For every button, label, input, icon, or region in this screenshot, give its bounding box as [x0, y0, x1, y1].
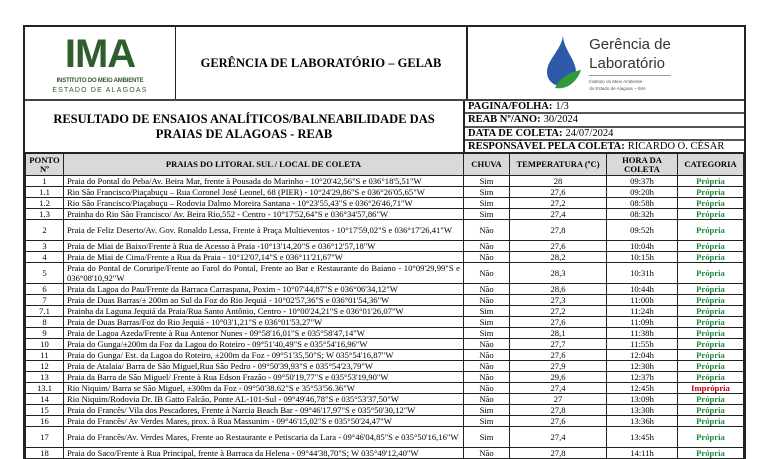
table-row: [26, 394, 744, 405]
temperatura-cell: 28,1: [510, 328, 607, 339]
gelab-logo-line1: Gerência de: [589, 35, 671, 53]
ponto-cell: 11: [26, 350, 64, 361]
table-row: [26, 372, 744, 383]
categoria-cell: Própria: [678, 306, 744, 317]
ponto-cell: 3: [26, 241, 64, 252]
table-row: [26, 448, 744, 459]
table-row: [26, 350, 744, 361]
hora-cell: 12:37h: [607, 372, 678, 383]
hora-cell: 09:37h: [607, 176, 678, 187]
ima-logo-line1: INSTITUTO DO MEIO AMBIENTE: [56, 77, 144, 84]
column-header: CHUVA: [464, 154, 510, 176]
chuva-cell: Não: [464, 241, 510, 252]
categoria-cell: Própria: [678, 317, 744, 328]
report-info: [465, 101, 744, 152]
hora-cell: 10:31h: [607, 263, 678, 284]
table-row: [26, 176, 744, 187]
chuva-cell: Não: [464, 295, 510, 306]
table-row: [26, 295, 744, 306]
info-line: [465, 114, 744, 127]
temperatura-cell: 27,4: [510, 427, 607, 448]
lab-title: GERÊNCIA DE LABORATÓRIO – GELAB: [176, 27, 468, 99]
ponto-cell: 13: [26, 372, 64, 383]
local-cell: Praia do Francês/ Av Verdes Mares, prox. à Rua Massunim - 09°46'15,02"S e 035°50'24,47"W: [64, 416, 464, 427]
local-cell: Praia de Atalaia/ Barra de São Miguel,Rua São Pedro - 09°50'39,93"S e 035°54'23,79"W: [64, 361, 464, 372]
local-cell: Praia do Saco/Frente à Rua Principal, frente à Barraca da Helena - 09°44'38,70"S; W 035°49'12,40"W: [64, 448, 464, 459]
hora-cell: 10:15h: [607, 252, 678, 263]
ponto-cell: 18: [26, 448, 64, 459]
local-cell: Praia do Pontal do Peba/Av. Beira Mar, frente à Pousada do Marinho - 10°20'42,56"S e 036°18'5,51"W: [64, 176, 464, 187]
column-header: PONTO Nº: [26, 154, 64, 176]
report-header: [25, 27, 744, 101]
local-cell: Praia do Gunga/ Est. da Lagoa do Roteiro, ±200m da Foz - 09°51'35,50"S; W 035°54'16,87"W: [64, 350, 464, 361]
local-cell: Praia de Duas Barras/Foz do Rio Jequiá - 10°03'1,21"S e 036°01'53,27"W: [64, 317, 464, 328]
table-header-row: [26, 154, 744, 176]
categoria-cell: Própria: [678, 209, 744, 220]
categoria-cell: Própria: [678, 416, 744, 427]
table-row: [26, 252, 744, 263]
chuva-cell: Sim: [464, 198, 510, 209]
local-cell: Prainha da Laguna Jequiá da Praia/Rua Santo Antônio, Centro - 10°00'24,21"S e 036°01'26,07"W: [64, 306, 464, 317]
local-cell: Praia de Miai de Baixo/Frente à Rua de Acesso à Praia -10°13'14,20"S e 036°12'57,18"W: [64, 241, 464, 252]
categoria-cell: Própria: [678, 427, 744, 448]
ponto-cell: 7.1: [26, 306, 64, 317]
hora-cell: 08:32h: [607, 209, 678, 220]
temperatura-cell: 27,7: [510, 339, 607, 350]
local-cell: Praia do Francês/ Vila dos Pescadores, Frente à Narcia Beach Bar - 09°46'17,97"S e 035°50'30,12"W: [64, 405, 464, 416]
ponto-cell: 13.1: [26, 383, 64, 394]
local-cell: Prainha do Rio São Francisco/ Av. Beira Rio,552 - Centro - 10°17'52,64"S e 036°34'57,86"W: [64, 209, 464, 220]
categoria-cell: Própria: [678, 284, 744, 295]
temperatura-cell: 27,6: [510, 317, 607, 328]
ponto-cell: 1.2: [26, 198, 64, 209]
temperatura-cell: 27,6: [510, 187, 607, 198]
temperatura-cell: 28,2: [510, 252, 607, 263]
report-title: RESULTADO DE ENSAIOS ANALÍTICOS/BALNEABILIDADE DAS PRAIAS DE ALAGOAS - REAB: [25, 101, 465, 152]
categoria-cell: Própria: [678, 448, 744, 459]
local-cell: Praia de Feliz Deserto/Av. Gov. Ronaldo Lessa, Frente à Praça Multieventos - 10°17'59,02"S e 036°17'26,41"W: [64, 220, 464, 241]
chuva-cell: Sim: [464, 176, 510, 187]
temperatura-cell: 27,6: [510, 241, 607, 252]
info-value: 30/2024: [543, 114, 579, 126]
temperatura-cell: 27,6: [510, 350, 607, 361]
table-row: [26, 383, 744, 394]
table-row: [26, 405, 744, 416]
hora-cell: 09:20h: [607, 187, 678, 198]
local-cell: Praia do Pontal de Coruripe/Frente ao Farol do Pontal, Frente ao Bar e Restaurante do Baiano - 10°09'29,99"S e 036°08'10,92"W: [64, 263, 464, 284]
report-document: [23, 25, 746, 459]
ponto-cell: 9: [26, 328, 64, 339]
categoria-cell: Própria: [678, 176, 744, 187]
info-value: 1/3: [555, 101, 569, 113]
categoria-cell: Própria: [678, 361, 744, 372]
ima-logo-line2: ESTADO DE ALAGOAS: [52, 86, 148, 94]
categoria-cell: Própria: [678, 263, 744, 284]
ponto-cell: 17: [26, 427, 64, 448]
categoria-cell: Própria: [678, 187, 744, 198]
chuva-cell: Sim: [464, 317, 510, 328]
info-label: RESPONSÁVEL PELA COLETA:: [468, 140, 625, 152]
local-cell: Praia do Francês/Av. Verdes Mares, Frente ao Restaurante e Petiscaria da Lara - 09°46'04,85"S e 035°50'16,16"W: [64, 427, 464, 448]
categoria-cell: Própria: [678, 241, 744, 252]
temperatura-cell: 27,2: [510, 306, 607, 317]
ponto-cell: 14: [26, 394, 64, 405]
chuva-cell: Sim: [464, 416, 510, 427]
chuva-cell: Não: [464, 339, 510, 350]
local-cell: Rio Niquim/Rodovia Dr. IB Gatto Falcão, Ponte AL-101-Sul - 09°49'46,78"S e 035°53'37,50"W: [64, 394, 464, 405]
chuva-cell: Não: [464, 284, 510, 295]
chuva-cell: Sim: [464, 427, 510, 448]
table-row: [26, 416, 744, 427]
info-label: DATA DE COLETA:: [468, 127, 563, 139]
gelab-logo-line2: Laboratório: [589, 54, 666, 72]
table-row: [26, 241, 744, 252]
hora-cell: 11:24h: [607, 306, 678, 317]
temperatura-cell: 27,4: [510, 383, 607, 394]
ponto-cell: 6: [26, 284, 64, 295]
hora-cell: 11:00h: [607, 295, 678, 306]
temperatura-cell: 28: [510, 176, 607, 187]
local-cell: Praia da Barra de São Miguel/ Frente à Rua Edson Frazão - 09°50'19,77"S e 035°53'19,90"W: [64, 372, 464, 383]
hora-cell: 11:38h: [607, 328, 678, 339]
table-row: [26, 339, 744, 350]
categoria-cell: Própria: [678, 372, 744, 383]
ponto-cell: 1.1: [26, 187, 64, 198]
categoria-cell: Própria: [678, 394, 744, 405]
table-row: [26, 198, 744, 209]
hora-cell: 12:04h: [607, 350, 678, 361]
ponto-cell: 16: [26, 416, 64, 427]
chuva-cell: Não: [464, 252, 510, 263]
column-header: TEMPERATURA (ºC): [510, 154, 607, 176]
table-row: [26, 317, 744, 328]
local-cell: Rio São Francisco/Piaçabuçu – Rua Coronel José Leonel, 68 (PIER) - 10°24'29,86"S e 036°26'05,65"W: [64, 187, 464, 198]
temperatura-cell: 27,4: [510, 209, 607, 220]
temperatura-cell: 27: [510, 394, 607, 405]
ponto-cell: 12: [26, 361, 64, 372]
results-table: [25, 153, 744, 459]
categoria-cell: Própria: [678, 198, 744, 209]
local-cell: Rio Niquim/ Barra se São Miguel, ±300m da Foz - 09°50'38.62"S e 35°53'56.36"W: [64, 383, 464, 394]
chuva-cell: Não: [464, 263, 510, 284]
info-line: [465, 128, 744, 141]
table-row: [26, 284, 744, 295]
hora-cell: 12:45h: [607, 383, 678, 394]
table-row: [26, 306, 744, 317]
chuva-cell: Não: [464, 220, 510, 241]
categoria-cell: Própria: [678, 350, 744, 361]
ponto-cell: 1.3: [26, 209, 64, 220]
categoria-cell: Própria: [678, 339, 744, 350]
local-cell: Praia de Lagoa Azeda/Frente à Rua Antenor Nunes - 09°58'16,01"S e 035°58'47,14"W: [64, 328, 464, 339]
column-header: PRAIAS DO LITORAL SUL / LOCAL DE COLETA: [64, 154, 464, 176]
table-row: [26, 427, 744, 448]
categoria-cell: Própria: [678, 328, 744, 339]
water-drop-leaf-icon: [541, 34, 581, 92]
ima-logo-word: IMA: [64, 31, 136, 76]
chuva-cell: Sim: [464, 405, 510, 416]
hora-cell: 11:55h: [607, 339, 678, 350]
temperatura-cell: 27,8: [510, 448, 607, 459]
ponto-cell: 2: [26, 220, 64, 241]
temperatura-cell: 27,6: [510, 416, 607, 427]
temperatura-cell: 27,9: [510, 361, 607, 372]
column-header: HORA DA COLETA: [607, 154, 678, 176]
temperatura-cell: 27,8: [510, 405, 607, 416]
chuva-cell: Não: [464, 361, 510, 372]
chuva-cell: Sim: [464, 306, 510, 317]
hora-cell: 13:45h: [607, 427, 678, 448]
hora-cell: 13:30h: [607, 405, 678, 416]
table-row: [26, 361, 744, 372]
categoria-cell: Própria: [678, 252, 744, 263]
info-label: PAGINA/FOLHA:: [468, 101, 553, 113]
table-row: [26, 187, 744, 198]
table-row: [26, 263, 744, 284]
temperatura-cell: 29,6: [510, 372, 607, 383]
categoria-cell: Imprópria: [678, 383, 744, 394]
hora-cell: 13:09h: [607, 394, 678, 405]
temperatura-cell: 27,3: [510, 295, 607, 306]
temperatura-cell: 28,6: [510, 284, 607, 295]
local-cell: Praia do Gunga/±200m da Foz da Lagoa do Roteiro - 09°51'40,49"S e 035°54'16,96"W: [64, 339, 464, 350]
local-cell: Praia de Duas Barras/± 200m ao Sul da Foz do Rio Jequiá - 10°02'57,36"S e 036°01'54,36"W: [64, 295, 464, 306]
ponto-cell: 10: [26, 339, 64, 350]
categoria-cell: Própria: [678, 220, 744, 241]
ima-logo: [25, 27, 176, 99]
categoria-cell: Própria: [678, 295, 744, 306]
ponto-cell: 15: [26, 405, 64, 416]
info-label: REAB Nº/ANO:: [468, 114, 541, 126]
hora-cell: 13:36h: [607, 416, 678, 427]
categoria-cell: Própria: [678, 405, 744, 416]
chuva-cell: Sim: [464, 328, 510, 339]
local-cell: Rio São Francisco/Piaçabuçu – Rodovia Dalmo Moreira Santana - 10°23'55,43"S e 036°26'46,71"W: [64, 198, 464, 209]
hora-cell: 11:09h: [607, 317, 678, 328]
temperatura-cell: 27,2: [510, 198, 607, 209]
chuva-cell: Não: [464, 372, 510, 383]
ponto-cell: 8: [26, 317, 64, 328]
gelab-logo-sub1: Instituto do Meio Ambiente: [589, 75, 671, 85]
ponto-cell: 1: [26, 176, 64, 187]
gelab-logo-sub2: do Estado de Alagoas – IMA: [589, 85, 646, 91]
chuva-cell: Sim: [464, 209, 510, 220]
temperatura-cell: 27,8: [510, 220, 607, 241]
info-value: 24/07/2024: [565, 127, 614, 139]
chuva-cell: Não: [464, 383, 510, 394]
hora-cell: 09:52h: [607, 220, 678, 241]
table-row: [26, 220, 744, 241]
ponto-cell: 5: [26, 263, 64, 284]
hora-cell: 10:04h: [607, 241, 678, 252]
local-cell: Praia de Miai de Cima/Frente a Rua da Praia - 10°12'07,14"S e 036°11'21,67"W: [64, 252, 464, 263]
hora-cell: 12:30h: [607, 361, 678, 372]
table-row: [26, 328, 744, 339]
table-row: [26, 209, 744, 220]
column-header: CATEGORIA: [678, 154, 744, 176]
hora-cell: 10:44h: [607, 284, 678, 295]
chuva-cell: Não: [464, 448, 510, 459]
chuva-cell: Sim: [464, 187, 510, 198]
hora-cell: 08:58h: [607, 198, 678, 209]
info-line: [465, 141, 744, 152]
hora-cell: 14:11h: [607, 448, 678, 459]
chuva-cell: Não: [464, 350, 510, 361]
info-line: [465, 101, 744, 114]
ponto-cell: 4: [26, 252, 64, 263]
local-cell: Praia da Lagoa do Pau/Frente da Barraca Carraspana, Poxim - 10°07'44,87"S e 036°06'34,12"W: [64, 284, 464, 295]
chuva-cell: Não: [464, 394, 510, 405]
temperatura-cell: 28,3: [510, 263, 607, 284]
ponto-cell: 7: [26, 295, 64, 306]
gelab-logo: [468, 27, 744, 99]
info-value: RICARDO O. CÉSAR: [627, 140, 725, 152]
